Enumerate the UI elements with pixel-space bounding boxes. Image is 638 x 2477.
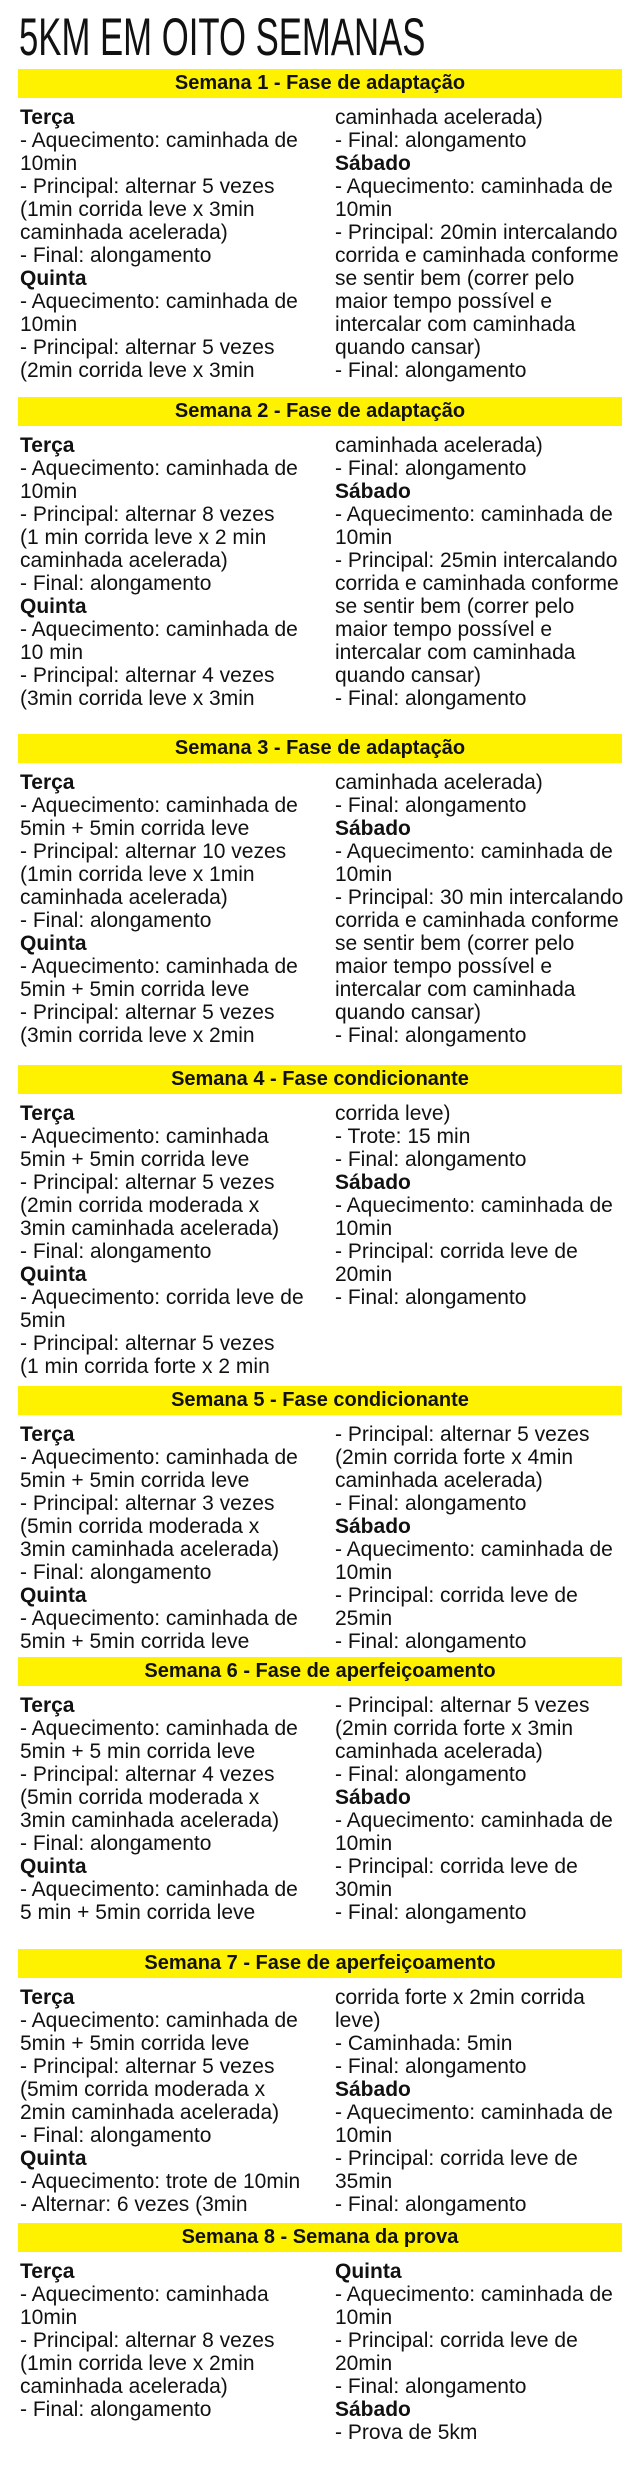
plan-line: - Final: alongamento bbox=[335, 457, 527, 480]
plan-line: - Principal: corrida leve de bbox=[335, 1240, 578, 1263]
day-label: Quinta bbox=[20, 267, 87, 290]
plan-line: - Principal: corrida leve de bbox=[335, 2329, 578, 2352]
plan-line: - Final: alongamento bbox=[335, 2375, 527, 2398]
plan-line: - Principal: alternar 5 vezes bbox=[20, 2055, 275, 2078]
plan-line: caminhada acelerada) bbox=[20, 2375, 228, 2398]
plan-line: - Principal: 30 min intercalando bbox=[335, 886, 624, 909]
week-5-section bbox=[0, 1386, 638, 1653]
plan-line: 10min bbox=[335, 526, 393, 549]
plan-line: - Aquecimento: caminhada de bbox=[335, 2101, 613, 2124]
plan-line: quando cansar) bbox=[335, 1001, 481, 1024]
week-1-section bbox=[0, 69, 638, 382]
right-column bbox=[335, 1694, 630, 1924]
right-column bbox=[335, 106, 630, 382]
day-label: Sábado bbox=[335, 817, 411, 840]
left-column bbox=[20, 1423, 328, 1653]
plan-line: 10min bbox=[335, 1561, 393, 1584]
plan-line: - Trote: 15 min bbox=[335, 1125, 471, 1148]
week-banner: Semana 7 - Fase de aperfeiçoamento bbox=[18, 1949, 622, 1978]
plan-line: caminhada acelerada) bbox=[20, 221, 228, 244]
week-banner: Semana 8 - Semana da prova bbox=[18, 2223, 622, 2252]
day-label: Sábado bbox=[335, 480, 411, 503]
day-label: Terça bbox=[20, 1102, 75, 1125]
plan-line: (5min corrida moderada x bbox=[20, 1515, 260, 1538]
plan-line: (3min corrida leve x 3min bbox=[20, 687, 255, 710]
day-label: Sábado bbox=[335, 2398, 411, 2421]
plan-line: - Final: alongamento bbox=[335, 2055, 527, 2078]
day-label: Quinta bbox=[20, 932, 87, 955]
left-column bbox=[20, 434, 328, 710]
plan-line: intercalar com caminhada bbox=[335, 313, 576, 336]
plan-line: - Aquecimento: caminhada de bbox=[20, 2009, 298, 2032]
plan-line: - Aquecimento: caminhada de bbox=[335, 1194, 613, 1217]
plan-line: caminhada acelerada) bbox=[335, 771, 543, 794]
week-banner: Semana 1 - Fase de adaptação bbox=[18, 69, 622, 98]
plan-line: - Final: alongamento bbox=[335, 1148, 527, 1171]
left-column bbox=[20, 1694, 328, 1924]
plan-line: quando cansar) bbox=[335, 664, 481, 687]
plan-line: se sentir bem (correr pelo bbox=[335, 595, 575, 618]
plan-line: - Prova de 5km bbox=[335, 2421, 478, 2444]
plan-line: - Principal: corrida leve de bbox=[335, 2147, 578, 2170]
right-column bbox=[335, 771, 630, 1047]
plan-line: - Principal: alternar 10 vezes bbox=[20, 840, 287, 863]
plan-line: - Principal: alternar 5 vezes bbox=[20, 1171, 275, 1194]
plan-line: - Alternar: 6 vezes (3min bbox=[20, 2193, 248, 2216]
plan-line: - Aquecimento: caminhada de bbox=[20, 457, 298, 480]
plan-line: - Final: alongamento bbox=[20, 2398, 212, 2421]
plan-line: - Final: alongamento bbox=[335, 129, 527, 152]
plan-line: 10min bbox=[335, 2306, 393, 2329]
plan-line: 3min caminhada acelerada) bbox=[20, 1217, 280, 1240]
plan-line: 10min bbox=[335, 863, 393, 886]
plan-line: - Principal: alternar 5 vezes bbox=[20, 336, 275, 359]
plan-line: 10min bbox=[335, 1217, 393, 1240]
plan-line: 10 min bbox=[20, 641, 84, 664]
plan-line: 5min bbox=[20, 1309, 66, 1332]
plan-line: - Aquecimento: caminhada de bbox=[20, 618, 298, 641]
plan-line: - Principal: 20min intercalando bbox=[335, 221, 618, 244]
left-column bbox=[20, 1986, 328, 2216]
plan-line: 10min bbox=[20, 480, 78, 503]
plan-line: - Aquecimento: caminhada de bbox=[20, 1607, 298, 1630]
plan-line: (2min corrida leve x 3min bbox=[20, 359, 255, 382]
week-banner: Semana 3 - Fase de adaptação bbox=[18, 734, 622, 763]
plan-line: (2min corrida forte x 3min bbox=[335, 1717, 574, 1740]
week-6-section bbox=[0, 1657, 638, 1924]
day-label: Sábado bbox=[335, 1515, 411, 1538]
plan-line: corrida leve) bbox=[335, 1102, 451, 1125]
plan-line: maior tempo possível e bbox=[335, 618, 553, 641]
day-label: Terça bbox=[20, 1986, 75, 2009]
right-column bbox=[335, 1986, 630, 2216]
page-title: 5KM EM OITO SEMANAS bbox=[19, 8, 426, 67]
plan-line: (1 min corrida forte x 2 min bbox=[20, 1355, 270, 1378]
plan-line: - Aquecimento: caminhada de bbox=[20, 129, 298, 152]
plan-line: 5 min + 5min corrida leve bbox=[20, 1901, 256, 1924]
day-label: Quinta bbox=[20, 1584, 87, 1607]
plan-line: 20min bbox=[335, 1263, 393, 1286]
plan-line: (3min corrida leve x 2min bbox=[20, 1024, 255, 1047]
plan-line: - Principal: alternar 4 vezes bbox=[20, 1763, 275, 1786]
right-column bbox=[335, 1423, 630, 1653]
day-label: Sábado bbox=[335, 1786, 411, 1809]
plan-line: - Final: alongamento bbox=[335, 1763, 527, 1786]
week-banner: Semana 4 - Fase condicionante bbox=[18, 1065, 622, 1094]
plan-line: 10min bbox=[335, 1832, 393, 1855]
plan-line: - Caminhada: 5min bbox=[335, 2032, 513, 2055]
plan-line: 5min + 5min corrida leve bbox=[20, 1469, 250, 1492]
plan-line: (2min corrida forte x 4min bbox=[335, 1446, 574, 1469]
plan-line: - Final: alongamento bbox=[335, 359, 527, 382]
plan-line: 35min bbox=[335, 2170, 393, 2193]
week-4-section bbox=[0, 1065, 638, 1378]
day-label: Terça bbox=[20, 1694, 75, 1717]
plan-line: quando cansar) bbox=[335, 336, 481, 359]
plan-line: - Aquecimento: caminhada de bbox=[335, 2283, 613, 2306]
left-column bbox=[20, 1102, 328, 1378]
plan-line: 5min + 5min corrida leve bbox=[20, 1630, 250, 1653]
plan-line: 3min caminhada acelerada) bbox=[20, 1538, 280, 1561]
plan-line: - Aquecimento: caminhada de bbox=[335, 175, 613, 198]
plan-line: - Final: alongamento bbox=[335, 2193, 527, 2216]
plan-line: 2min caminhada acelerada) bbox=[20, 2101, 280, 2124]
plan-line: - Principal: alternar 5 vezes bbox=[20, 175, 275, 198]
day-label: Terça bbox=[20, 1423, 75, 1446]
plan-line: - Principal: alternar 5 vezes bbox=[335, 1694, 590, 1717]
plan-line: - Final: alongamento bbox=[20, 909, 212, 932]
plan-line: caminhada acelerada) bbox=[335, 1469, 543, 1492]
plan-line: caminhada acelerada) bbox=[335, 106, 543, 129]
week-7-section bbox=[0, 1949, 638, 2216]
plan-line: - Final: alongamento bbox=[20, 1561, 212, 1584]
day-label: Terça bbox=[20, 771, 75, 794]
week-banner: Semana 2 - Fase de adaptação bbox=[18, 397, 622, 426]
plan-line: - Final: alongamento bbox=[20, 1240, 212, 1263]
plan-line: (5min corrida moderada x bbox=[20, 1786, 260, 1809]
left-column bbox=[20, 2260, 328, 2421]
plan-line: (1 min corrida leve x 2 min bbox=[20, 526, 267, 549]
plan-line: - Final: alongamento bbox=[20, 1832, 212, 1855]
plan-line: - Aquecimento: caminhada de bbox=[20, 1878, 298, 1901]
day-label: Quinta bbox=[335, 2260, 402, 2283]
plan-line: (1min corrida leve x 3min bbox=[20, 198, 255, 221]
plan-line: - Principal: alternar 5 vezes bbox=[335, 1423, 590, 1446]
plan-line: 5min + 5min corrida leve bbox=[20, 978, 250, 1001]
week-banner: Semana 5 - Fase condicionante bbox=[18, 1386, 622, 1415]
plan-line: caminhada acelerada) bbox=[335, 434, 543, 457]
plan-line: maior tempo possível e bbox=[335, 290, 553, 313]
week-2-section bbox=[0, 397, 638, 710]
day-label: Sábado bbox=[335, 1171, 411, 1194]
plan-line: - Principal: 25min intercalando bbox=[335, 549, 618, 572]
plan-line: - Aquecimento: caminhada de bbox=[20, 1446, 298, 1469]
plan-line: - Final: alongamento bbox=[20, 2124, 212, 2147]
plan-line: caminhada acelerada) bbox=[20, 549, 228, 572]
plan-line: - Final: alongamento bbox=[335, 794, 527, 817]
day-label: Terça bbox=[20, 106, 75, 129]
day-label: Quinta bbox=[20, 2147, 87, 2170]
plan-line: (1min corrida leve x 1min bbox=[20, 863, 255, 886]
plan-line: 10min bbox=[20, 152, 78, 175]
plan-line: (2min corrida moderada x bbox=[20, 1194, 260, 1217]
plan-line: - Final: alongamento bbox=[335, 1024, 527, 1047]
plan-line: - Principal: corrida leve de bbox=[335, 1584, 578, 1607]
plan-line: (5mim corrida moderada x bbox=[20, 2078, 266, 2101]
plan-line: - Principal: alternar 5 vezes bbox=[20, 1001, 275, 1024]
day-label: Terça bbox=[20, 2260, 75, 2283]
plan-line: - Principal: alternar 3 vezes bbox=[20, 1492, 275, 1515]
plan-line: - Final: alongamento bbox=[335, 1901, 527, 1924]
plan-line: 20min bbox=[335, 2352, 393, 2375]
plan-line: 5min + 5 min corrida leve bbox=[20, 1740, 256, 1763]
plan-line: 10min bbox=[335, 2124, 393, 2147]
plan-line: - Final: alongamento bbox=[20, 572, 212, 595]
plan-line: - Aquecimento: caminhada de bbox=[335, 1809, 613, 1832]
plan-line: - Aquecimento: trote de 10min bbox=[20, 2170, 301, 2193]
right-column bbox=[335, 2260, 630, 2444]
day-label: Quinta bbox=[20, 1263, 87, 1286]
plan-line: intercalar com caminhada bbox=[335, 978, 576, 1001]
plan-line: - Aquecimento: caminhada de bbox=[335, 1538, 613, 1561]
plan-line: - Aquecimento: caminhada bbox=[20, 1125, 269, 1148]
plan-line: - Final: alongamento bbox=[335, 1630, 527, 1653]
plan-line: corrida forte x 2min corrida bbox=[335, 1986, 585, 2009]
plan-line: (1min corrida leve x 2min bbox=[20, 2352, 255, 2375]
plan-line: - Aquecimento: caminhada bbox=[20, 2283, 269, 2306]
right-column bbox=[335, 1102, 630, 1309]
plan-line: 30min bbox=[335, 1878, 393, 1901]
plan-line: corrida e caminhada conforme bbox=[335, 244, 619, 267]
plan-line: - Aquecimento: corrida leve de bbox=[20, 1286, 304, 1309]
plan-line: - Principal: alternar 5 vezes bbox=[20, 1332, 275, 1355]
plan-line: se sentir bem (correr pelo bbox=[335, 932, 575, 955]
plan-line: - Final: alongamento bbox=[335, 687, 527, 710]
week-3-section bbox=[0, 734, 638, 1047]
plan-line: 10min bbox=[20, 2306, 78, 2329]
week-banner: Semana 6 - Fase de aperfeiçoamento bbox=[18, 1657, 622, 1686]
left-column bbox=[20, 106, 328, 382]
plan-line: 10min bbox=[335, 198, 393, 221]
plan-line: - Final: alongamento bbox=[335, 1286, 527, 1309]
plan-line: corrida e caminhada conforme bbox=[335, 909, 619, 932]
plan-line: 10min bbox=[20, 313, 78, 336]
day-label: Sábado bbox=[335, 2078, 411, 2101]
plan-line: 25min bbox=[335, 1607, 393, 1630]
plan-line: caminhada acelerada) bbox=[335, 1740, 543, 1763]
plan-line: leve) bbox=[335, 2009, 381, 2032]
plan-line: 5min + 5min corrida leve bbox=[20, 2032, 250, 2055]
plan-line: - Final: alongamento bbox=[335, 1492, 527, 1515]
day-label: Terça bbox=[20, 434, 75, 457]
day-label: Sábado bbox=[335, 152, 411, 175]
plan-line: corrida e caminhada conforme bbox=[335, 572, 619, 595]
plan-line: - Principal: alternar 8 vezes bbox=[20, 2329, 275, 2352]
plan-line: - Aquecimento: caminhada de bbox=[20, 794, 298, 817]
plan-line: - Principal: alternar 4 vezes bbox=[20, 664, 275, 687]
left-column bbox=[20, 771, 328, 1047]
plan-line: - Principal: corrida leve de bbox=[335, 1855, 578, 1878]
day-label: Quinta bbox=[20, 1855, 87, 1878]
plan-line: 3min caminhada acelerada) bbox=[20, 1809, 280, 1832]
plan-line: - Principal: alternar 8 vezes bbox=[20, 503, 275, 526]
week-8-section bbox=[0, 2223, 638, 2444]
plan-line: - Aquecimento: caminhada de bbox=[335, 503, 613, 526]
plan-line: - Aquecimento: caminhada de bbox=[335, 840, 613, 863]
plan-line: se sentir bem (correr pelo bbox=[335, 267, 575, 290]
plan-line: caminhada acelerada) bbox=[20, 886, 228, 909]
plan-line: intercalar com caminhada bbox=[335, 641, 576, 664]
plan-line: - Aquecimento: caminhada de bbox=[20, 290, 298, 313]
plan-line: - Aquecimento: caminhada de bbox=[20, 955, 298, 978]
plan-line: - Final: alongamento bbox=[20, 244, 212, 267]
plan-line: maior tempo possível e bbox=[335, 955, 553, 978]
plan-line: - Aquecimento: caminhada de bbox=[20, 1717, 298, 1740]
plan-line: 5min + 5min corrida leve bbox=[20, 817, 250, 840]
plan-line: 5min + 5min corrida leve bbox=[20, 1148, 250, 1171]
day-label: Quinta bbox=[20, 595, 87, 618]
right-column bbox=[335, 434, 630, 710]
